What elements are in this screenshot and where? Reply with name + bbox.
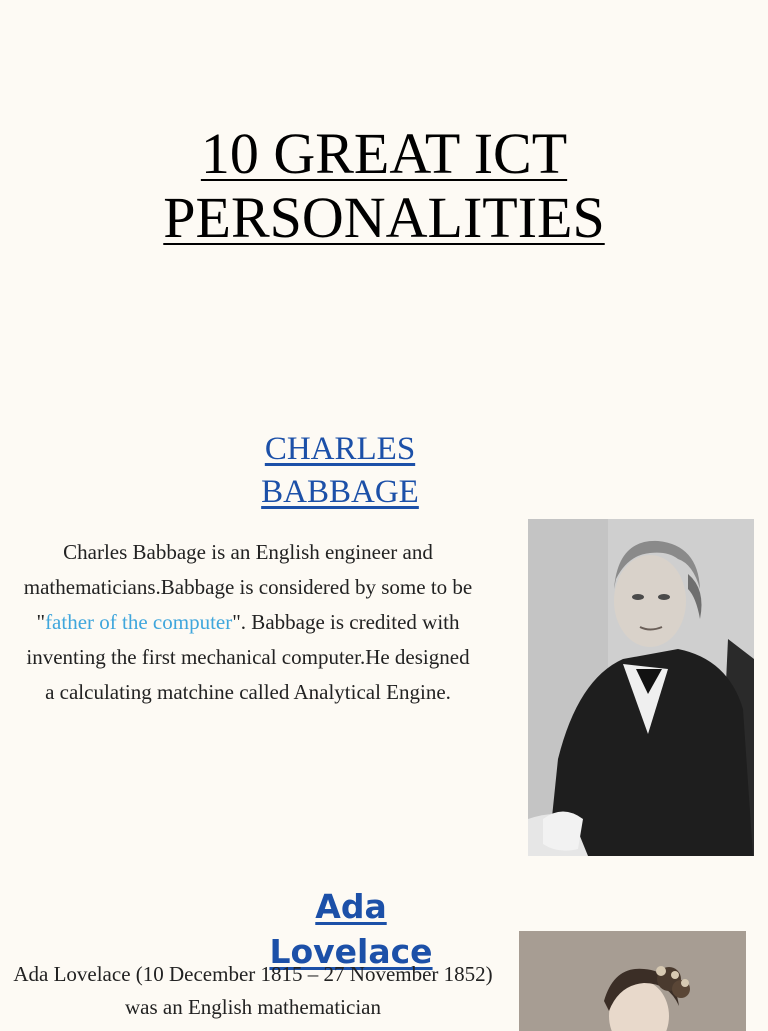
lovelace-heading-line-2: Lovelace	[269, 932, 433, 971]
page-title	[0, 122, 768, 250]
lovelace-paragraph: Ada Lovelace (10 December 1815 – 27 November 1852) was an English mathematician	[13, 962, 493, 1019]
babbage-heading-line-1: CHARLES	[264, 431, 416, 467]
babbage-portrait	[528, 519, 754, 856]
father-of-computer-link[interactable]: father of the computer	[45, 610, 233, 634]
babbage-text-after-link: ". Babbage is credited with inventing the first mechanical computer.He designed a calculating matchine called Analytical Engine.	[26, 610, 470, 704]
lovelace-portrait-drawing	[519, 931, 746, 1031]
lovelace-portrait	[519, 931, 746, 1031]
babbage-portrait-drawing	[528, 519, 754, 856]
babbage-paragraph	[20, 535, 476, 710]
page-title-line-2: PERSONALITIES	[163, 185, 605, 250]
babbage-text-before-link: Charles Babbage is an English engineer and mathematicians.Babbage is considered by some to be "	[23, 540, 473, 634]
babbage-heading-line-2: BABBAGE	[261, 474, 419, 510]
page-title-line-1: 10 GREAT ICT	[200, 121, 568, 186]
babbage-heading[interactable]	[200, 428, 480, 514]
lovelace-heading-line-1: Ada	[315, 887, 387, 926]
